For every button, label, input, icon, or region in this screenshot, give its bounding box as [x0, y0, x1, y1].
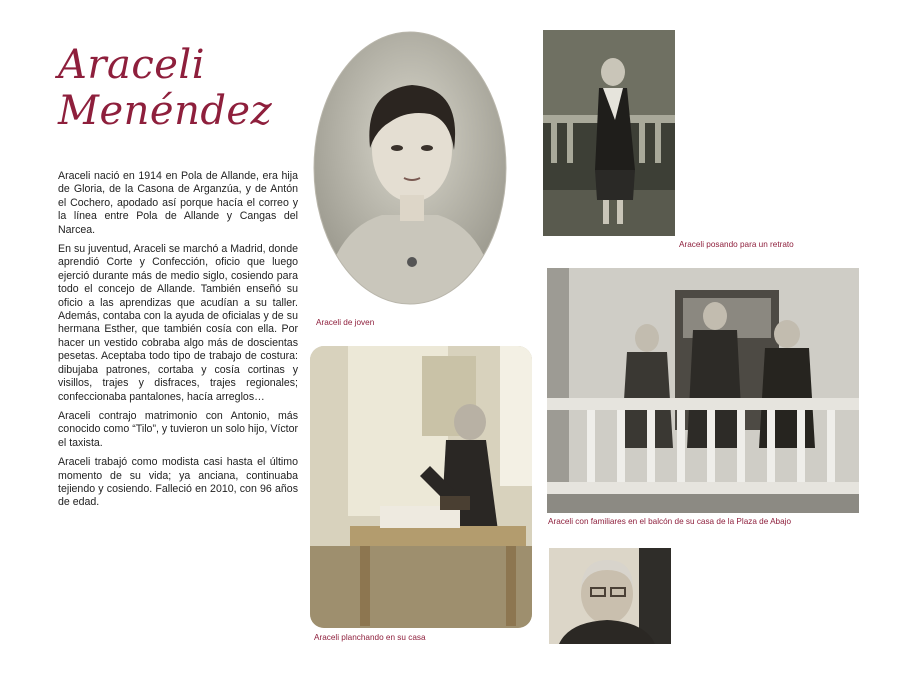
- photo-elderly: [549, 548, 671, 644]
- bio-paragraph: En su juventud, Araceli se marchó a Madrid, donde aprendió Corte y Confección, oficio que luego ejerció durante más de medio siglo, cosiendo para todo el concejo de Allande. También enseñó su oficio a las aprendizas que acudían a su taller. Además, contaba con la ayuda de oficialas y de su hermana Esther, que también cosía con ella. Por hacer un vestido cobraba algo más de doscientas pesetas. Aceptaba todo tipo de trabajo de costura: dibujaba patrones, cortaba y cosía cortinas y visillos, trajes y disfraces, trajes regionales; confeccionaba pantalones, hacía arreglos…: [58, 243, 298, 403]
- page-title: [58, 42, 278, 134]
- caption-joven: Araceli de joven: [316, 318, 375, 327]
- caption-balcon: Araceli con familiares en el balcón de su casa de la Plaza de Abajo: [548, 517, 792, 526]
- bio-paragraph: Araceli contrajo matrimonio con Antonio, más conocido como “Tilo”, y tuvieron un solo hijo, Víctor el taxista.: [58, 409, 298, 449]
- photo-ironing: [310, 346, 532, 628]
- biography-text: [58, 170, 298, 516]
- title-line-1: Araceli: [58, 42, 206, 88]
- bio-paragraph: Araceli nació en 1914 en Pola de Allande, era hija de Gloria, de la Casona de Arganzúa, y de Antón el Cochero, apodado así porque hacía el correo y la línea entre Pola de Allande y Cangas del Narcea.: [58, 170, 298, 236]
- caption-retrato: Araceli posando para un retrato: [679, 240, 794, 249]
- photo-young-portrait: [312, 30, 508, 306]
- photo-posing-portrait: [543, 30, 675, 236]
- bio-paragraph: Araceli trabajó como modista casi hasta el último momento de su vida; ya anciana, continuaba tejiendo y cosiendo. Falleció en 2010, con 96 años de edad.: [58, 456, 298, 509]
- photo-balcony: [547, 268, 859, 513]
- caption-planchando: Araceli planchando en su casa: [314, 633, 426, 642]
- title-line-2: Menéndez: [58, 88, 273, 134]
